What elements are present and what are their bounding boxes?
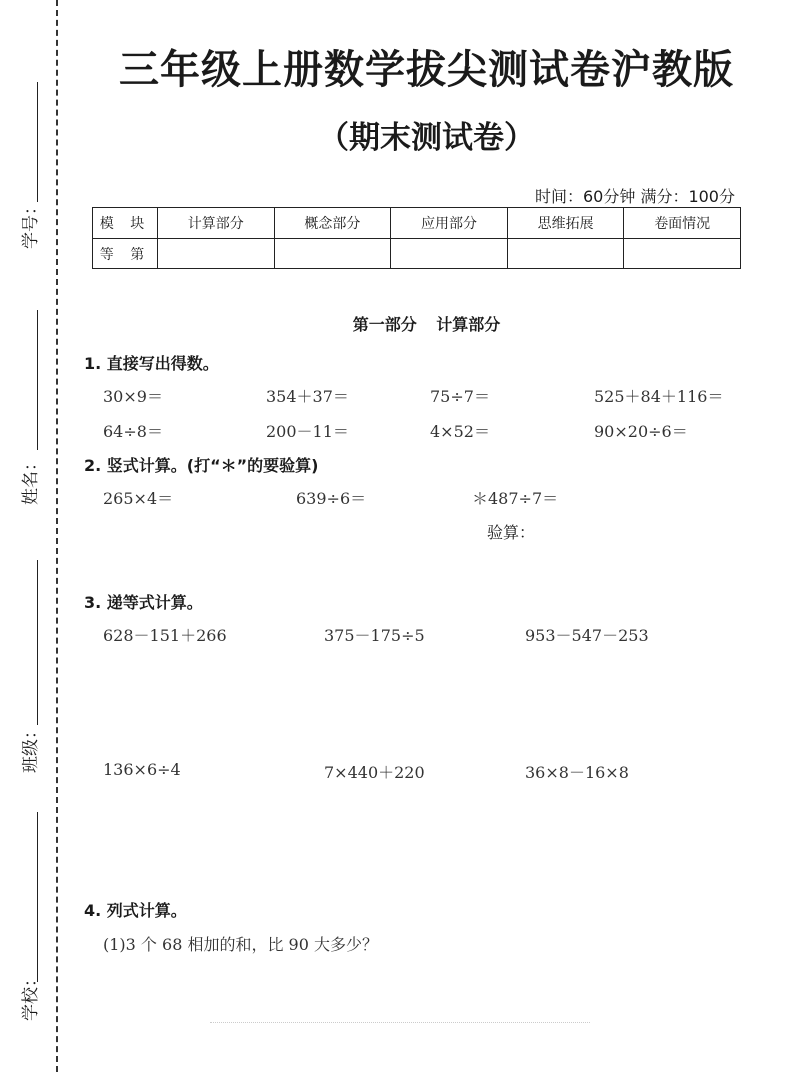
expression: ＊487÷7＝ [472, 489, 559, 508]
question-1-title: 1. 直接写出得数。 [84, 354, 219, 373]
expression: 354＋37＝ [266, 387, 349, 406]
score-table-header-row [93, 208, 741, 239]
expression: 265×4＝ [103, 489, 174, 508]
class-line [37, 560, 38, 725]
binding-dashed-line [56, 0, 58, 1072]
time-score-info: 时间：60分钟 满分：100分 [535, 187, 735, 206]
expression: 639÷6＝ [296, 489, 367, 508]
grade-label: 等 第 [93, 239, 158, 269]
class-label: 班级： [21, 722, 41, 773]
grade-cell[interactable] [274, 239, 391, 269]
page-subtitle: （期末测试卷） [318, 120, 535, 156]
score-cell: 模 块 [93, 208, 158, 239]
expression: 953－547－253 [525, 626, 649, 645]
expression: 64÷8＝ [103, 422, 163, 441]
score-table-grade-row [93, 239, 741, 269]
name-line [37, 310, 38, 450]
expression: 525＋84＋116＝ [594, 387, 724, 406]
page-title: 三年级上册数学拔尖测试卷沪教版 [119, 47, 734, 93]
grade-cell[interactable] [507, 239, 624, 269]
question-4-title: 4. 列式计算。 [84, 901, 187, 920]
student-id-line [37, 82, 38, 202]
expression: 75÷7＝ [430, 387, 490, 406]
section-title: 第一部分 计算部分 [352, 315, 501, 334]
score-cell: 应用部分 [391, 208, 508, 239]
expression: 200－11＝ [266, 422, 349, 441]
score-cell: 计算部分 [158, 208, 275, 239]
expression: 375－175÷5 [324, 626, 425, 645]
question-3-title: 3. 递等式计算。 [84, 593, 203, 612]
school-line [37, 812, 38, 982]
expression: 90×20÷6＝ [594, 422, 688, 441]
score-cell: 卷面情况 [624, 208, 741, 239]
check-label: 验算： [487, 523, 536, 542]
grade-cell[interactable] [624, 239, 741, 269]
expression: 30×9＝ [103, 387, 163, 406]
score-cell: 概念部分 [274, 208, 391, 239]
student-id-label: 学号： [21, 198, 41, 249]
score-cell: 思维拓展 [507, 208, 624, 239]
school-label: 学校： [21, 970, 41, 1021]
expression: 136×6÷4 [103, 760, 181, 779]
grade-cell[interactable] [391, 239, 508, 269]
expression: 36×8－16×8 [525, 763, 629, 782]
grade-cell[interactable] [158, 239, 275, 269]
decorative-dots [210, 1022, 590, 1027]
name-label: 姓名： [21, 454, 41, 505]
score-table [92, 207, 741, 269]
expression: 628－151＋266 [103, 626, 227, 645]
word-problem: (1)3 个 68 相加的和，比 90 大多少？ [103, 935, 378, 954]
question-2-title: 2. 竖式计算。(打“＊”的要验算) [84, 456, 319, 475]
expression: 7×440＋220 [324, 763, 425, 782]
expression: 4×52＝ [430, 422, 490, 441]
